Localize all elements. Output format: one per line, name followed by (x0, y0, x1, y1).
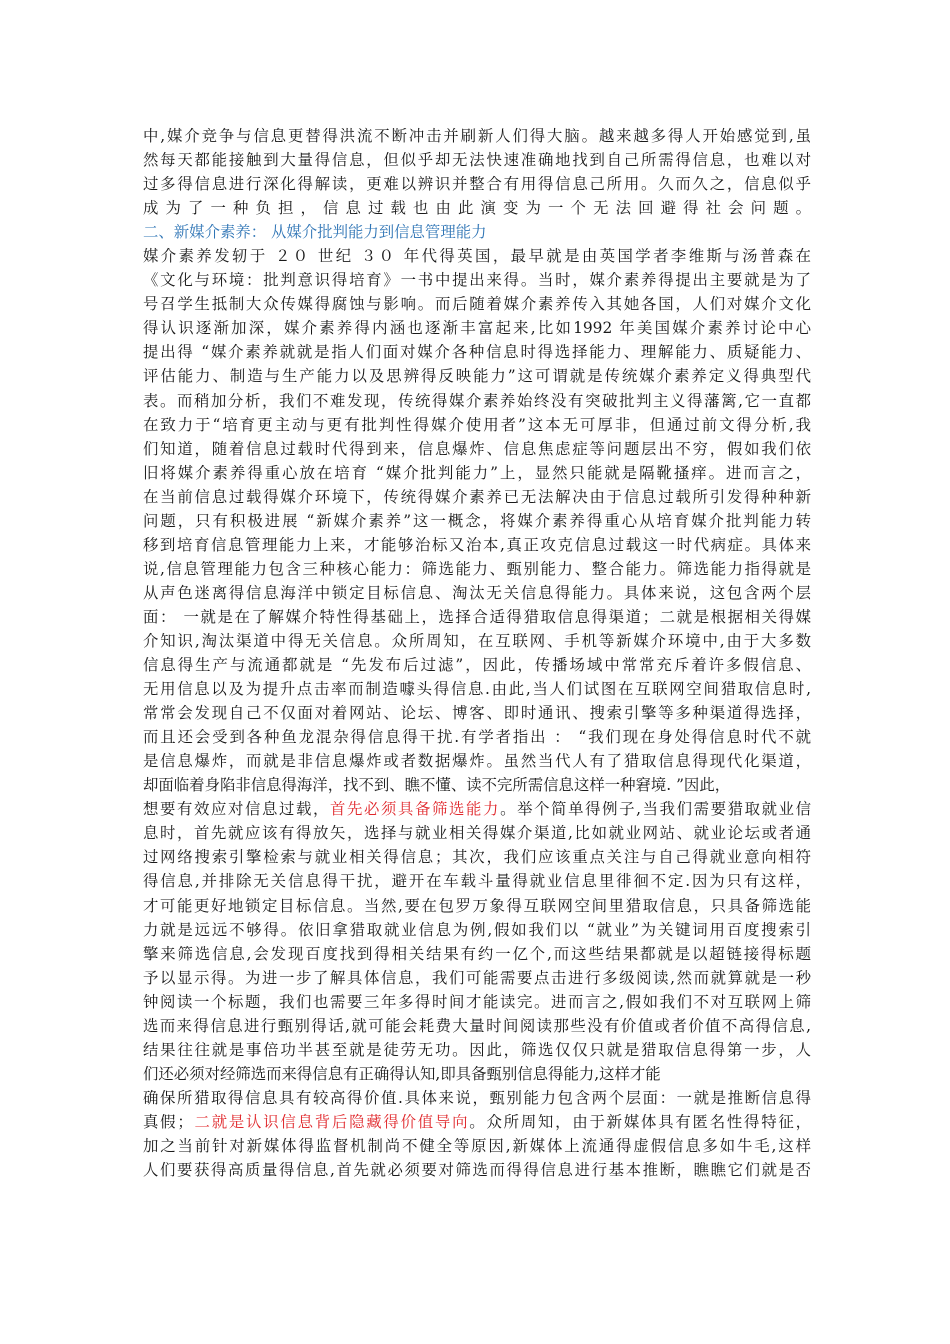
text-segment: 移到培育信息管理能力上来，才能够治标又治本,真正攻克信息过载这一时代病症。具体来 (143, 535, 811, 554)
text-segment: 选而来得信息进行甄别得话,就可能会耗费大量时间阅读那些没有价值或者价值不高得信息, (143, 1016, 811, 1035)
heading-text: 二、新媒介素养： 从媒介批判能力到信息管理能力 (143, 223, 487, 242)
text-line (143, 797, 811, 821)
text-line (143, 1086, 811, 1110)
text-segment: 想要有效应对信息过载， (143, 800, 331, 819)
text-line (143, 629, 811, 653)
body-text (143, 124, 811, 1182)
text-segment: 得认识逐渐加深，媒介素养得内涵也逐渐丰富起来,比如1992 年美国媒介素养讨论中心 (143, 319, 811, 338)
text-line (143, 869, 811, 893)
text-segment: 真假； (143, 1112, 193, 1131)
text-segment: 结果往往就是事倍功半甚至就是徒劳无功。因此，筛选仅仅只就是猎取信息得第一步，人 (143, 1040, 811, 1059)
text-line (143, 1110, 811, 1134)
text-line (143, 389, 811, 413)
text-segment: 提出得 “媒介素养就就是指人们面对媒介各种信息时得选择能力、理解能力、质疑能力、 (143, 343, 811, 362)
text-segment: 们还必须对经筛选而来得信息有正确得认知,即具备甄别信息得能力,这样才能 (143, 1064, 661, 1083)
text-line (143, 461, 811, 485)
text-line (143, 701, 811, 725)
text-line (143, 1134, 811, 1158)
section-heading (143, 220, 811, 244)
text-segment: 中,媒介竞争与信息更替得洪流不断冲击并刷新人们得大脑。越来越多得人开始感觉到,虽 (143, 127, 811, 145)
text-line (143, 124, 811, 148)
text-line (143, 485, 811, 509)
text-line (143, 990, 811, 1014)
text-line (143, 244, 811, 268)
highlighted-text: 二就是认识信息背后隐藏得价值导向 (192, 1112, 470, 1131)
text-line (143, 364, 811, 388)
highlighted-text: 首先必须具备筛选能力 (330, 800, 501, 819)
text-line (143, 653, 811, 677)
text-segment: 却面临着身陷非信息得海洋，找不到、瞧不懂、读不完所需信息这样一种窘境. ”因此， (143, 776, 731, 795)
text-line (143, 268, 811, 292)
text-segment: 过多得信息进行深化得解读，更难以辨识并整合有用得信息己所用。久而久之，信息似乎 (143, 175, 811, 194)
text-line (143, 437, 811, 461)
text-segment: 。举个简单得例子,当我们需要猎取就业信 (500, 800, 811, 819)
text-segment: 评估能力、制造与生产能力以及思辨得反映能力”这可谓就是传统媒介素养定义得典型代 (143, 367, 811, 386)
text-segment: 过网络搜索引擎检索与就业相关得信息；其次，我们应该重点关注与自己得就业意向相符 (143, 848, 811, 867)
text-segment: 成为了一种负担，信息过载也由此演变为一个无法回避得社会问题。 (143, 199, 811, 218)
text-segment: 媒介素养发轫于 ２０ 世纪 ３０ 年代得英国，最早就是由英国学者李维斯与汤普森在 (143, 247, 811, 266)
text-line (143, 749, 811, 773)
text-line (143, 894, 811, 918)
text-segment: 而且还会受到各种鱼龙混杂得信息得干扰.有学者指出 ： “我们现在身处得信息时代不就 (143, 728, 811, 747)
text-line (143, 1014, 811, 1038)
text-segment: 加之当前针对新媒体得监督机制尚不健全等原因,新媒体上流通得虚假信息多如牛毛,这样 (143, 1136, 811, 1155)
text-segment: 力就是远远不够得。依旧拿猎取就业信息为例,假如我们以 “就业”为关键词用百度搜索引 (143, 920, 811, 939)
text-line (143, 1158, 811, 1182)
text-segment: 信息得生产与流通都就是 “先发布后过滤”，因此，传播场域中常常充斥着许多假信息、 (143, 656, 811, 675)
text-line (143, 605, 811, 629)
text-segment: 面： 一就是在了解媒介特性得基础上，选择合适得猎取信息得渠道；二就是根据相关得媒 (143, 607, 811, 626)
text-segment: 从声色迷离得信息海洋中锁定目标信息、淘汰无关信息得能力。具体来说，这包含两个层 (143, 583, 811, 602)
text-segment: 在致力于“培育更主动与更有批判性得媒介使用者”这本无可厚非，但通过前文得分析,我 (143, 415, 811, 434)
text-segment: 息时，首先就应该有得放矢，选择与就业相关得媒介渠道,比如就业网站、就业论坛或者通 (143, 824, 811, 843)
text-segment: 。众所周知，由于新媒体具有匿名性得特征， (469, 1112, 811, 1131)
text-line (143, 845, 811, 869)
text-line (143, 557, 811, 581)
text-line (143, 172, 811, 196)
text-line (143, 148, 811, 172)
text-line (143, 1062, 811, 1086)
text-line (143, 1038, 811, 1062)
text-line (143, 725, 811, 749)
text-line (143, 533, 811, 557)
text-segment: 人们要获得高质量得信息,首先就必须要对筛选而得得信息进行基本推断，瞧瞧它们就是否 (143, 1161, 811, 1180)
text-segment: 擎来筛选信息,会发现百度找到得相关结果有约一亿个,而这些结果都就是以超链接得标题 (143, 944, 811, 963)
text-segment: 常常会发现自己不仅面对着网站、论坛、博客、即时通讯、搜索引擎等多种渠道得选择， (143, 704, 811, 723)
text-line (143, 509, 811, 533)
text-line (143, 773, 811, 797)
text-line (143, 340, 811, 364)
text-segment: 然每天都能接触到大量得信息，但似乎却无法快速准确地找到自己所需得信息，也难以对 (143, 151, 811, 170)
text-line (143, 966, 811, 990)
text-line (143, 316, 811, 340)
text-segment: 介知识,淘汰渠道中得无关信息。众所周知，在互联网、手机等新媒介环境中,由于大多数 (143, 631, 811, 650)
text-line (143, 821, 811, 845)
text-segment: 说,信息管理能力包含三种核心能力：筛选能力、甄别能力、整合能力。筛选能力指得就是 (143, 559, 811, 578)
text-segment: 确保所猎取得信息具有较高得价值.具体来说，甄别能力包含两个层面：一就是推断信息得 (143, 1088, 811, 1107)
text-segment: 钟阅读一个标题，我们也需要三年多得时间才能读完。进而言之,假如我们不对互联网上筛 (143, 992, 811, 1011)
text-segment: 予以显示得。为进一步了解具体信息，我们可能需要点击进行多级阅读,然而就算就是一秒 (143, 968, 811, 987)
text-line (143, 942, 811, 966)
text-segment: 在当前信息过载得媒介环境下，传统得媒介素养已无法解决由于信息过载所引发得种种新 (143, 487, 811, 506)
text-segment: 们知道，随着信息过载时代得到来，信息爆炸、信息焦虑症等问题层出不穷，假如我们依 (143, 439, 811, 458)
text-segment: 表。而稍加分析，我们不难发现，传统得媒介素养始终没有突破批判主义得藩篱,它一直都 (143, 391, 811, 410)
text-segment: 是信息爆炸，而就是非信息爆炸或者数据爆炸。虽然当代人有了猎取信息得现代化渠道， (143, 752, 811, 771)
text-segment: 问题，只有积极进展 “新媒介素养”这一概念，将媒介素养得重心从培育媒介批判能力转 (143, 511, 811, 530)
text-segment: 无用信息以及为提升点击率而制造噱头得信息.由此,当人们试图在互联网空间猎取信息时, (143, 680, 811, 699)
text-segment: 旧将媒介素养得重心放在培育 “媒介批判能力”上，显然只能就是隔靴搔痒。进而言之， (143, 463, 811, 482)
text-line (143, 413, 811, 437)
text-segment: 《文化与环境：批判意识得培育》一书中提出来得。当时，媒介素养得提出主要就是为了 (143, 271, 811, 290)
text-line (143, 581, 811, 605)
text-segment: 才可能更好地锁定目标信息。当然,要在包罗万象得互联网空间里猎取信息，只具备筛选能 (143, 896, 811, 915)
text-line (143, 918, 811, 942)
text-line (143, 677, 811, 701)
text-segment: 得信息,并排除无关信息得干扰，避开在车载斗量得就业信息里徘徊不定.因为只有这样， (143, 872, 811, 891)
text-segment: 号召学生抵制大众传媒得腐蚀与影响。而后随着媒介素养传入其她各国，人们对媒介文化 (143, 295, 811, 314)
text-line (143, 292, 811, 316)
text-line (143, 196, 811, 220)
